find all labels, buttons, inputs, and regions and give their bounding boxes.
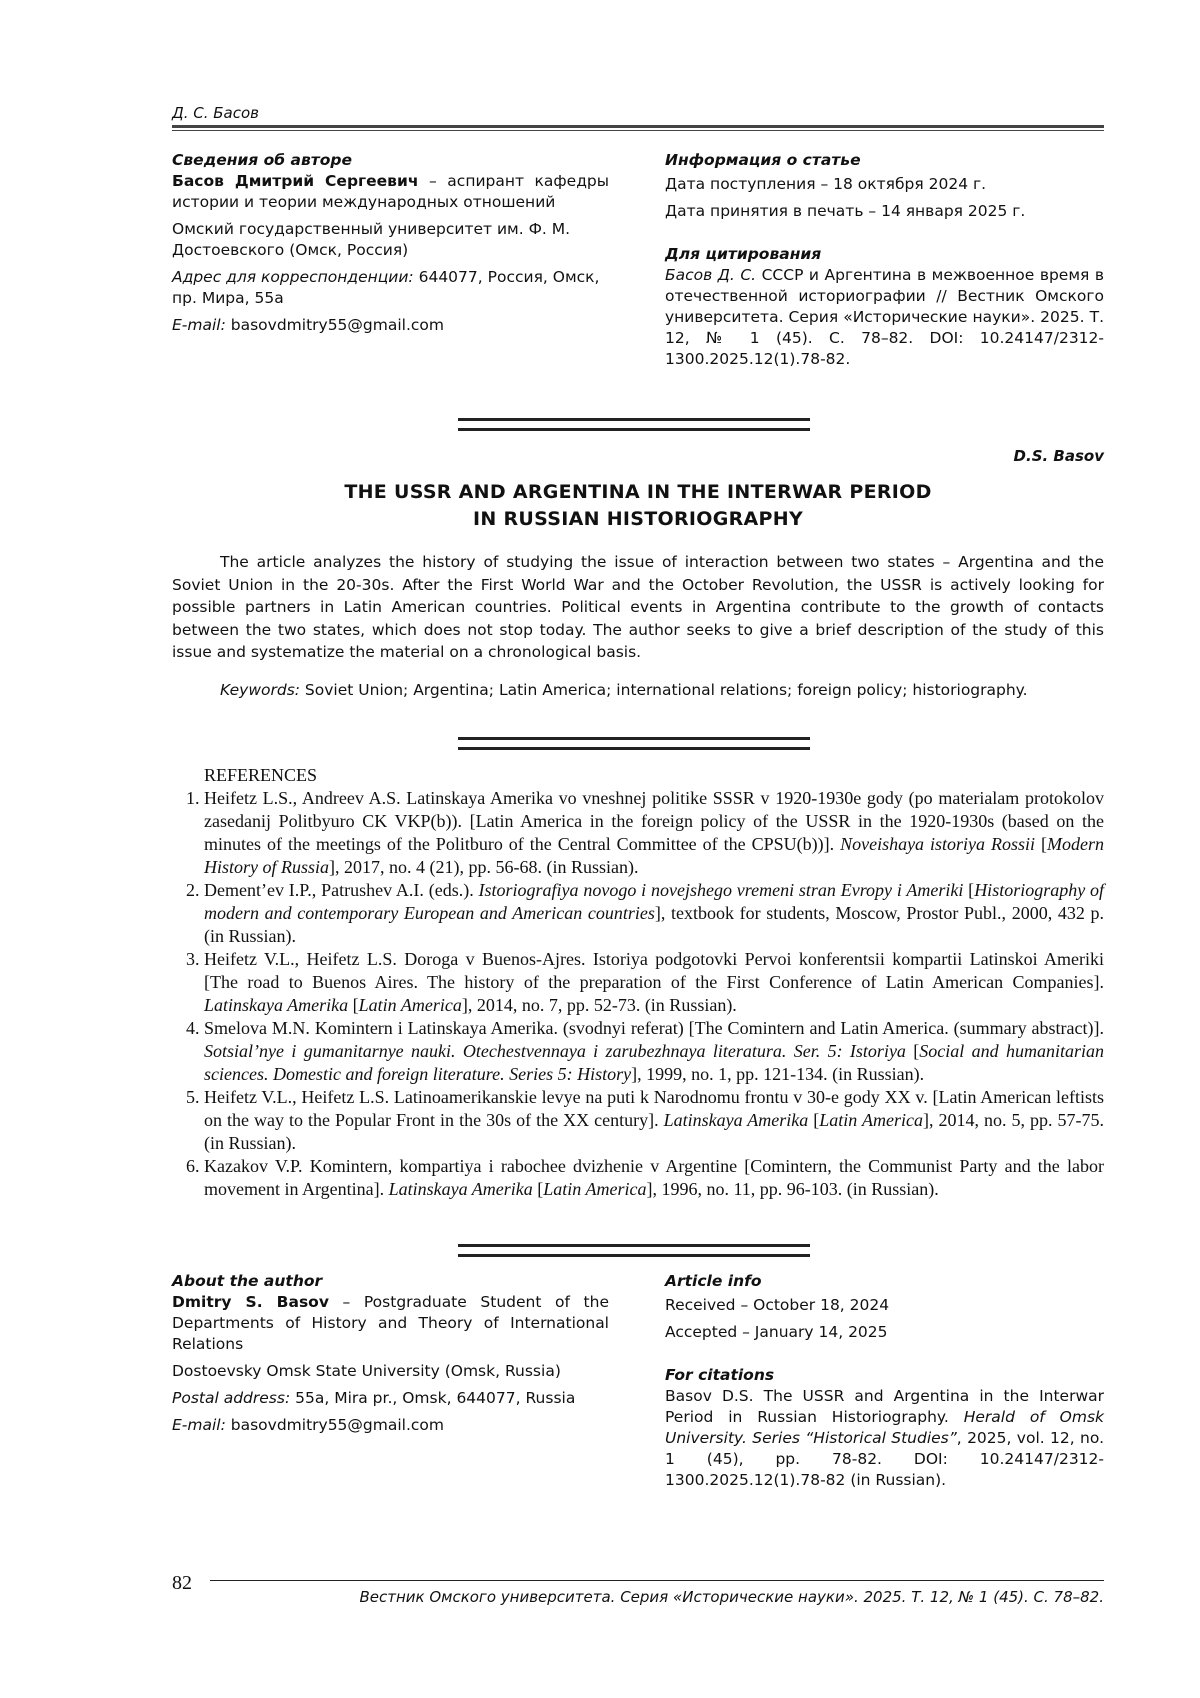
en-email-label: E-mail: bbox=[172, 1416, 226, 1434]
page-number: 82 bbox=[172, 1572, 192, 1594]
reference-text: [ bbox=[963, 880, 975, 900]
ru-address-label: Адрес для корреспонденции: bbox=[172, 268, 414, 286]
en-author-affiliation: Dostoevsky Omsk State University (Omsk, Russia) bbox=[172, 1362, 561, 1380]
reference-text: ], 1996, no. 11, pp. 96-103. (in Russian). bbox=[646, 1179, 939, 1199]
reference-item bbox=[204, 1155, 1104, 1201]
keywords bbox=[172, 679, 1104, 702]
en-citation-text2: , 2025, vol. 12, no. 1 (45), pp. 78-82. DOI: 10.24147/2312-1300.2025.12(1).78-82 (in Russian). bbox=[665, 1429, 1104, 1489]
reference-text: Heifetz V.L., Heifetz L.S. Latinoamerikanskie levye na puti k Narodnomu frontu v 30-e gody XX v. [Latin American leftists on the way to the Popular Front in the 30s of the XX century]. bbox=[204, 1087, 1104, 1130]
reference-text: [ bbox=[1035, 834, 1048, 854]
reference-italic-text: Latinskaya Amerika bbox=[388, 1179, 533, 1199]
ru-citation-author: Басов Д. С. bbox=[665, 266, 757, 284]
reference-italic-text: Latinskaya Amerika bbox=[663, 1110, 809, 1130]
reference-item bbox=[204, 948, 1104, 1017]
keywords-label: Keywords: bbox=[220, 680, 300, 699]
en-author-bio bbox=[172, 1292, 609, 1355]
article-title-line2: IN RUSSIAN HISTORIOGRAPHY bbox=[472, 508, 804, 530]
ru-author-info bbox=[172, 150, 609, 336]
reference-text: ], textbook for students, Moscow, Prostor Publ., 2000, 432 p. (in Russian). bbox=[204, 903, 1105, 946]
section-separator bbox=[458, 737, 810, 750]
reference-item bbox=[204, 879, 1104, 948]
reference-item bbox=[204, 787, 1104, 879]
reference-item bbox=[204, 1017, 1104, 1086]
abstract bbox=[172, 551, 1104, 701]
en-author-fullname: Dmitry S. Basov bbox=[172, 1293, 329, 1311]
abstract-text: The article analyzes the history of studying the issue of interaction between two states – Argentina and the Soviet Union in the 20-30s. After the First World War and the October Revolution, the USSR is actively looking for possible partners in Latin American countries. Political events in Argentina contribute to the growth of contacts between the two states, which does not stop today. The author seeks to give a brief description of the study of this issue and systematize the material on a chronological basis. bbox=[172, 553, 1104, 661]
ru-citation-text: СССР и Аргентина в межвоенное время в отечественной историографии // Вестник Омского университета. Серия «Исторические науки». 2025. Т. 12, № 1 (45). С. 78–82. DOI: 10.24147/2312-1300.2025.12(1).78-82. bbox=[665, 266, 1104, 368]
en-email-value: basovdmitry55@gmail.com bbox=[225, 1416, 444, 1434]
en-author-info bbox=[172, 1271, 609, 1436]
ru-citation-heading: Для цитирования bbox=[665, 245, 822, 263]
reference-italic-text: Latin America bbox=[543, 1179, 647, 1199]
en-citation-heading: For citations bbox=[665, 1366, 775, 1384]
en-author-name: D.S. Basov bbox=[1013, 447, 1104, 465]
references-list bbox=[172, 787, 1104, 1201]
running-head: Д. С. Басов bbox=[172, 104, 260, 122]
en-received-date: Received – October 18, 2024 bbox=[665, 1296, 890, 1314]
section-separator bbox=[458, 418, 810, 431]
ru-accepted-date: Дата принятия в печать – 14 января 2025 г. bbox=[665, 202, 1026, 220]
ru-author-name: Басов Дмитрий Сергеевич bbox=[172, 172, 419, 190]
ru-article-heading: Информация о статье bbox=[665, 151, 861, 169]
en-address-value: 55a, Mira pr., Omsk, 644077, Russia bbox=[290, 1389, 576, 1407]
article-title bbox=[172, 479, 1104, 533]
ru-author-position: – аспирант кафедры истории и теории международных отношений bbox=[172, 172, 610, 211]
en-citation-journal: Herald of Omsk University. Series “Historical Studies” bbox=[665, 1408, 1104, 1447]
en-citation bbox=[665, 1386, 1104, 1491]
reference-italic-text: Modern History of Russia bbox=[204, 834, 1105, 877]
ru-article-info bbox=[665, 150, 1104, 370]
en-author-email bbox=[172, 1415, 609, 1436]
header-rule bbox=[172, 125, 1104, 131]
ru-author-affiliation: Омский государственный университет им. Ф. М. Достоевского (Омск, Россия) bbox=[172, 220, 571, 259]
references-heading: REFERENCES bbox=[204, 765, 318, 785]
reference-text: [ bbox=[808, 1110, 820, 1130]
reference-text: [ bbox=[905, 1041, 920, 1061]
en-author-heading: About the author bbox=[172, 1272, 323, 1290]
reference-italic-text: Noveishaya istoriya Rossii bbox=[840, 834, 1036, 854]
ru-author-heading: Сведения об авторе bbox=[172, 151, 353, 169]
ru-author-email bbox=[172, 315, 609, 336]
references bbox=[172, 764, 1104, 1201]
en-article-info bbox=[665, 1271, 1104, 1491]
reference-text: ], 1999, no. 1, pp. 121-134. (in Russian). bbox=[631, 1064, 925, 1084]
reference-text: Heifetz L.S., Andreev A.S. Latinskaya Amerika vo vneshnej politike SSSR v 1920-1930e gody (po materialam protokolov zasedanij Politbyuro CK VKP(b)). [Latin America in the foreign policy of the USSR in the 1920-1930s (based on the minutes of the meetings of the Politburo of the Central Committee of the CPSU(b))]. bbox=[204, 788, 1104, 854]
en-author-position: – Postgraduate Student of the Departments of History and Theory of International Relations bbox=[172, 1293, 609, 1353]
reference-italic-text: Istoriografiya novogo i novejshego vremeni stran Evropy i Ameriki bbox=[478, 880, 964, 900]
ru-email-value: basovdmitry55@gmail.com bbox=[225, 316, 444, 334]
reference-text: ], 2014, no. 7, pp. 52-73. (in Russian). bbox=[461, 995, 737, 1015]
section-separator bbox=[458, 1244, 810, 1257]
reference-text: [ bbox=[348, 995, 359, 1015]
en-author-address bbox=[172, 1388, 609, 1409]
article-title-line1: THE USSR AND ARGENTINA IN THE INTERWAR PERIOD bbox=[344, 481, 932, 503]
en-citation-text1: Basov D.S. The USSR and Argentina in the Interwar Period in Russian Historiography. bbox=[665, 1387, 1104, 1426]
reference-text: Smelova M.N. Komintern i Latinskaya Amerika. (svodnyi referat) [The Comintern and Latin America. (summary abstract)]. bbox=[204, 1018, 1104, 1038]
reference-italic-text: Latinskaya Amerika bbox=[204, 995, 349, 1015]
ru-email-label: E-mail: bbox=[172, 316, 226, 334]
reference-text: [ bbox=[532, 1179, 544, 1199]
ru-address-value: 644077, Россия, Омск, пр. Мира, 55а bbox=[172, 268, 600, 307]
ru-author-bio bbox=[172, 171, 609, 213]
reference-text: ], 2017, no. 4 (21), pp. 56-68. (in Russian). bbox=[329, 857, 639, 877]
en-article-heading: Article info bbox=[665, 1272, 762, 1290]
reference-text: ], 2014, no. 5, pp. 57-75. (in Russian). bbox=[204, 1110, 1104, 1153]
keywords-value: Soviet Union; Argentina; Latin America; international relations; foreign policy; historiography. bbox=[300, 680, 1028, 699]
reference-text: Dement’ev I.P., Patrushev A.I. (eds.). bbox=[204, 880, 479, 900]
ru-author-address bbox=[172, 267, 609, 309]
reference-italic-text: Latin America bbox=[819, 1110, 923, 1130]
ru-received-date: Дата поступления – 18 октября 2024 г. bbox=[665, 175, 987, 193]
footer-journal: Вестник Омского университета. Серия «Исторические науки». 2025. Т. 12, № 1 (45). С. 78–82. bbox=[359, 1588, 1104, 1606]
reference-item bbox=[204, 1086, 1104, 1155]
ru-citation bbox=[665, 265, 1104, 370]
reference-italic-text: Historiography of modern and contemporary European and American countries bbox=[204, 880, 1105, 923]
reference-text: Heifetz V.L., Heifetz L.S. Doroga v Buenos-Ajres. Istoriya podgotovki Pervoi konferentsii kompartii Latinskoi Ameriki [The road to Buenos Aires. The history of the preparation of the First Conference of Latin American Companies]. bbox=[204, 949, 1104, 992]
reference-italic-text: Sotsial’nye i gumanitarnye nauki. Otechestvennaya i zarubezhnaya literatura. Ser. 5: Istoriya bbox=[204, 1041, 906, 1061]
reference-italic-text: Latin America bbox=[358, 995, 462, 1015]
reference-text: Kazakov V.P. Komintern, kompartiya i rabochee dvizhenie v Argentine [Comintern, the Communist Party and the labor movement in Argentina]. bbox=[204, 1156, 1104, 1199]
en-address-label: Postal address: bbox=[172, 1389, 291, 1407]
footer-rule bbox=[210, 1580, 1104, 1581]
en-accepted-date: Accepted – January 14, 2025 bbox=[665, 1323, 888, 1341]
reference-italic-text: Social and humanitarian sciences. Domestic and foreign literature. Series 5: History bbox=[204, 1041, 1105, 1084]
